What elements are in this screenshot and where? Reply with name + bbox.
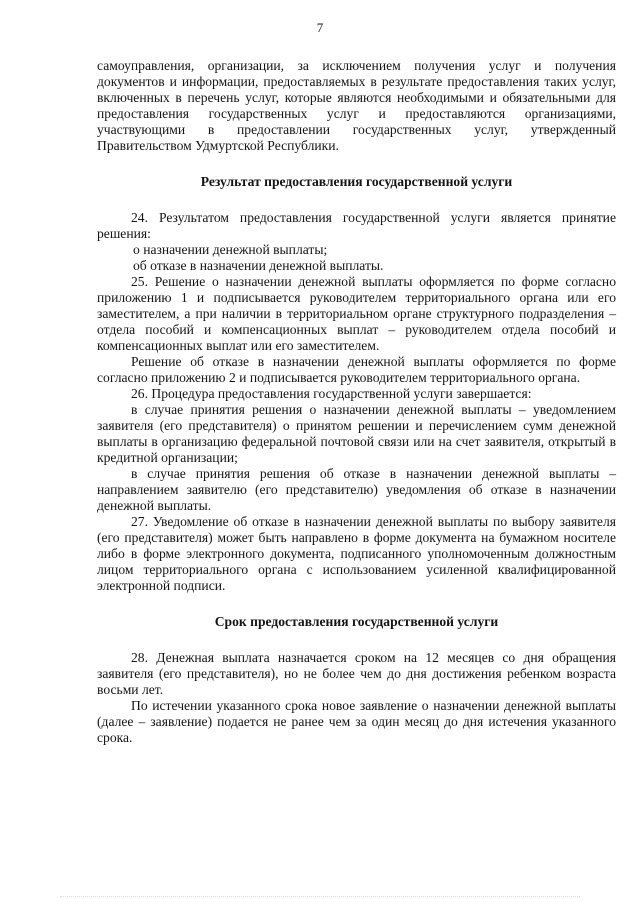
paragraph-24: 24. Результатом предоставления государственной услуги является принятие решения: [97, 210, 616, 241]
paragraph-24-item-b: об отказе в назначении денежной выплаты. [133, 258, 384, 273]
page-number: 7 [316, 20, 324, 35]
paragraph-27: 27. Уведомление об отказе в назначении денежной выплаты по выбору заявителя (его представителя) может быть направлено в форме документа на бумажном носителе либо в форме электронного документа, подписанного уполномоченным должностным лицом территориального органа с использованием усиленной квалифицированной электронной подписи. [97, 514, 616, 593]
paragraph-26-case-refusal: в случае принятия решения об отказе в назначении денежной выплаты – направлением заявителю (его представителю) уведомления об отказе в назначении денежной выплаты. [97, 466, 616, 513]
document-body [97, 58, 616, 746]
paragraph-28: 28. Денежная выплата назначается сроком на 12 месяцев со дня обращения заявителя (его представителя), но не более чем до дня достижения ребенком возраста восьми лет. [97, 650, 616, 697]
paragraph-intro: самоуправления, организации, за исключением получения услуг и получения документов и информации, предоставляемых в результате предоставления таких услуг, включенных в перечень услуг, которые являются необходимыми и обязательными для предоставления государственных услуг и предоставляются организациями, участвующими в предоставлении государственных услуг, утвержденный Правительством Удмуртской Республики. [97, 58, 616, 153]
paragraph-24-item-a: о назначении денежной выплаты; [133, 242, 328, 257]
paragraph-26-case-approval: в случае принятия решения о назначении денежной выплаты – уведомлением заявителя (его представителя) о принятом решении и перечислением сумм денежной выплаты в организацию федеральной почтовой связи или на счет заявителя, открытый в кредитной организации; [97, 402, 616, 465]
paragraph-28-renewal: По истечении указанного срока новое заявление о назначении денежной выплаты (далее – заявление) подается не ранее чем за один месяц до дня истечения указанного срока. [97, 698, 616, 745]
section-heading-result: Результат предоставления государственной услуги [200, 174, 513, 189]
section-heading-term: Срок предоставления государственной услуги [214, 614, 499, 629]
scan-artifact-line [60, 896, 580, 899]
paragraph-25-refusal: Решение об отказе в назначении денежной выплаты оформляется по форме согласно приложению 2 и подписывается руководителем территориального органа. [97, 354, 616, 385]
paragraph-26: 26. Процедура предоставления государственной услуги завершается: [131, 386, 532, 401]
paragraph-25: 25. Решение о назначении денежной выплаты оформляется по форме согласно приложению 1 и подписывается руководителем территориального органа или его заместителем, а при наличии в территориальном органе структурного подразделения – отдела пособий и компенсационных выплат – руководителем отдела пособий и компенсационных выплат или его заместителем. [97, 274, 616, 353]
